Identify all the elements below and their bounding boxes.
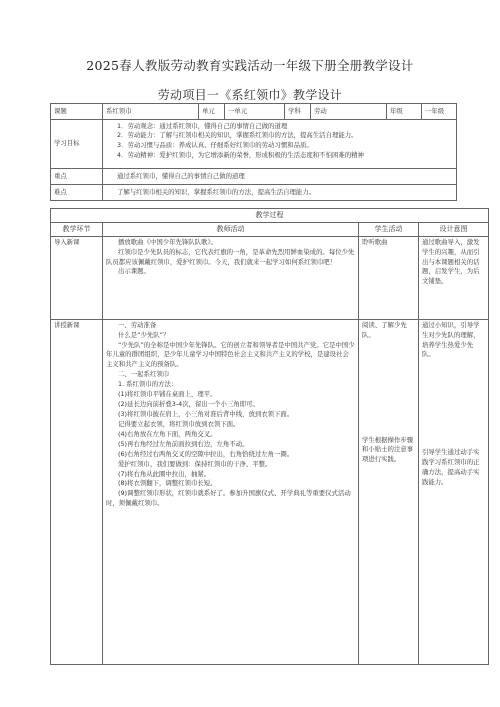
unit-value: 一单元: [225, 104, 285, 120]
step-line: (6)右角经过右两角交叉的空隙中拉出，右角恰绕过左角一圈。: [118, 449, 294, 458]
subject-value: 劳动: [311, 104, 387, 120]
teacher-line: 红领巾是少先队员的标志，它代表红旗的一角，是革命先烈用鲜血染成的。每位少先队员都应该佩戴红领巾，爱护红领巾。今天，我们就来一起学习如何系红领巾吧！: [106, 247, 355, 266]
tip-line: 爱护红领巾，我们要做到：保持红领巾的干净、平整。: [118, 459, 272, 468]
step-line: (3)将红领巾披在肩上，小三角对准后背中线，放到衣领下面。: [118, 409, 294, 418]
objective-item: 3．劳动习惯与品质：养成认真、仔细系好红领巾的劳动习惯和品质。: [117, 141, 313, 150]
step-line: (7)将右角从此圈中拉出，抽紧。: [118, 469, 211, 478]
teacher-line: 1. 系红领巾的方法：: [118, 380, 178, 389]
intro-row: [51, 236, 489, 319]
unit-label: 单元: [199, 104, 225, 120]
teacher-heading: 一、劳动准备: [118, 320, 157, 329]
process-table: [50, 208, 489, 665]
key-point-label: 重点: [51, 169, 103, 185]
step-line: (1)将红领巾平铺在桌面上，理平。: [118, 390, 217, 399]
objective-item: 1．劳动观念：通过系红领巾，懂得自己的事情自己做的道理: [117, 121, 288, 130]
header-stage: 教学环节: [51, 222, 103, 236]
grade-value: 一年级: [422, 104, 457, 120]
teacher-line: “少先队”的全称是中国少年先锋队。它的创立者和领导者是中国共产党。它是中国少年儿童的群团组织，是少年儿童学习中国特色社会主义和共产主义的学校，是建设社会主义和共产主义的预备队。: [106, 340, 355, 369]
step-line: (2)延长边向前折叠3-4次，留出一个小三角即可。: [118, 400, 259, 409]
info-row: [51, 104, 457, 120]
step-line: (8)将衣领翻下，调整红领巾长短。: [118, 479, 217, 488]
teacher-line: 出示课题。: [118, 267, 150, 276]
key-point-text: 通过系红领巾，懂得自己的事情自己做的道理: [103, 169, 457, 185]
teacher-line: 播放歌曲《中国少年先锋队队歌》。: [118, 237, 218, 246]
difficulty-row: [51, 185, 457, 201]
lesson-title: 劳动项目一《系红领巾》教学设计: [157, 88, 343, 102]
lesson-student-2: 学生根据操作步骤和小贴士的注意事项进行实践。: [362, 435, 414, 464]
step-line: (5)再右角经过左角前面拉到右边，左角不动。: [118, 439, 249, 448]
topic-label: 课题: [51, 104, 103, 120]
teacher-line: 什么是“少先队”？: [118, 330, 170, 339]
intro-intent: 通过歌曲导入，激发学生的兴趣，从而引出与本课题相关的话题，启发学生，为后文铺垫。: [419, 236, 489, 319]
teacher-heading: 二、一起系红领巾: [118, 370, 170, 379]
lesson-intent-2: 引导学生通过动手实践学习系红领巾的正确方法，提高动手实践能力。: [422, 448, 480, 487]
process-header-row: [51, 222, 489, 236]
key-point-row: [51, 169, 457, 185]
intro-stage: 导入新课: [51, 236, 103, 319]
info-table: [50, 103, 457, 201]
difficulty-label: 难点: [51, 185, 103, 201]
step-line: (4)右角放在左角下面，两角交叉。: [118, 429, 217, 438]
lesson-row: [51, 319, 489, 664]
subject-label: 学科: [285, 104, 311, 120]
process-caption: 教学过程: [51, 209, 489, 223]
lesson-stage: 讲授新课: [51, 319, 103, 664]
objectives-row: [51, 120, 457, 169]
tip-line: 记得要立起衣领，将红领巾放到衣领下面。: [118, 419, 240, 428]
topic-value: 系红领巾: [103, 104, 199, 120]
document-title: 2025春人教版劳动教育实践活动一年级下册全册教学设计: [86, 58, 414, 73]
objectives-label: 学习目标: [51, 120, 103, 169]
header-student: 学生活动: [359, 222, 419, 236]
header-intent: 设计意图: [419, 222, 489, 236]
grade-label: 年级: [387, 104, 422, 120]
objective-item: 4．劳动精神：爱护红领巾，为它增添新的荣誉，形成积极的生活态度和不怕困难的精神: [117, 151, 364, 160]
step-line: (9)调整红领巾形状，红领巾就系好了。参加升国旗仪式、开学典礼等重要仪式活动时，须佩戴红领巾。: [106, 489, 351, 508]
objective-item: 2．劳动能力：了解与红领巾相关的知识，掌握系红领巾的方法，提高生活自理能力。: [117, 131, 358, 140]
header-teacher: 教师活动: [103, 222, 359, 236]
intro-student: 聆听歌曲: [359, 236, 419, 319]
difficulty-text: 了解与红领巾相关的知识，掌握系红领巾的方法，提高生活自理能力。: [103, 185, 457, 201]
lesson-intent-1: 通过小知识，引导学生对少先队的理解，培养学生热爱少先队。: [422, 320, 480, 359]
lesson-student-1: 阅读、了解少先队。: [362, 320, 407, 339]
